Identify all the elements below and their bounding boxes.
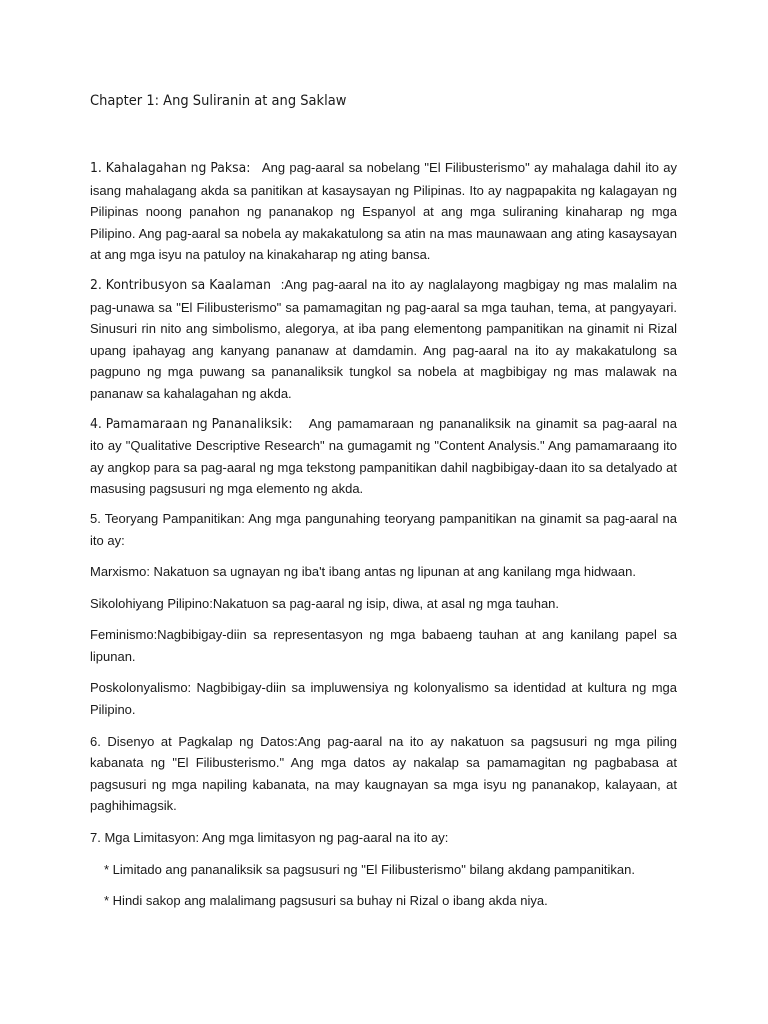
theory-poskolonyalismo: Poskolonyalismo: Nagbibigay-diin sa impluwensiya ng kolonyalismo sa identidad at kultura ng mga Pilipino. xyxy=(90,680,677,718)
limitation-item: * Hindi sakop ang malalimang pagsusuri sa buhay ni Rizal o ibang akda niya. xyxy=(104,893,548,909)
section-heading-pamamaraan: 4. Pamamaraan ng Pananaliksik: xyxy=(90,415,293,432)
section-kahalagahan xyxy=(90,157,677,266)
section-heading-kontribusyon: 2. Kontribusyon sa Kaalaman xyxy=(90,276,272,293)
chapter-title: Chapter 1: Ang Suliranin at ang Saklaw xyxy=(90,93,347,109)
limitation-item: * Limitado ang pananaliksik sa pagsusuri ng "El Filibusterismo" bilang akdang pampanitikan. xyxy=(104,861,635,877)
section-body-kontribusyon: :Ang pag-aaral na ito ay naglalayong magbigay ng mas malalim na pag-unawa sa "El Filibusterismo" sa pamamagitan ng pag-aaral sa mga tauhan, tema, at pangyayari. Sinusuri rin nito ang simbolismo, alegorya, at iba pang elementong pampanitikan na ginamit ni Rizal upang ipahayag ang kanyang pananaw at damdamin. Ang pag-aaral na ito ay makakatulong sa pagpuno ng mga puwang sa pananaliksik tungkol sa nobela at magbibigay ng mas malawak na pananaw sa kahalagahan ng akda. xyxy=(90,276,677,401)
section-body-kahalagahan: Ang pag-aaral sa nobelang "El Filibusterismo" ay mahalaga dahil ito ay isang mahalagang akda sa panitikan at kasaysayan ng Pilipinas. Ito ay nagpapakita ng kalagayan ng Pilipinas noong panahon ng pananakop ng Espanyol at ang mga suliraning kinaharap ng mga Pilipino. Ang pag-aaral sa nobela ay makakatulong sa atin na mas maunawaan ang ating kasaysayan at ang mga isyu na patuloy na kinakaharap ng ating bansa. xyxy=(90,160,677,263)
theory-sikolohiya: Sikolohiyang Pilipino:Nakatuon sa pag-aaral ng isip, diwa, at asal ng mga tauhan. xyxy=(90,595,560,611)
section-disenyo: 6. Disenyo at Pagkalap ng Datos:Ang pag-aaral na ito ay nakatuon sa pagsusuri ng mga piling kabanata ng "El Filibusterismo." Ang mga datos ay nakalap sa pamamagitan ng pagbabasa at pagsusuri ng mga napiling kabanata, na may kaugnayan sa mga isyu ng pananakop, kalayaan, at paghihimagsik. xyxy=(90,733,677,814)
theory-marxismo: Marxismo: Nakatuon sa ugnayan ng iba't ibang antas ng lipunan at ang kanilang mga hidwaan. xyxy=(90,564,636,580)
section-heading-kahalagahan: 1. Kahalagahan ng Paksa: xyxy=(90,160,251,176)
section-body-pamamaraan: Ang pamamaraan ng pananaliksik na ginamit sa pag-aaral na ito ay "Qualitative Descriptive Research" na gumagamit ng "Content Analysis." Ang pamamaraang ito ay angkop para sa pag-aaral ng mga tekstong pampanitikan dahil nagbibigay-daan ito sa detalyado at masusing pagsusuri ng mga elemento ng akda. xyxy=(90,415,677,497)
theory-feminismo: Feminismo:Nagbibigay-diin sa representasyon ng mga babaeng tauhan at ang kanilang papel sa lipunan. xyxy=(90,627,677,664)
section-kontribusyon xyxy=(90,274,677,405)
section-limitasyon: 7. Mga Limitasyon: Ang mga limitasyon ng pag-aaral na ito ay: xyxy=(90,830,449,846)
document-page xyxy=(90,90,677,922)
section-pamamaraan xyxy=(90,413,677,500)
section-teorya: 5. Teoryang Pampanitikan: Ang mga pangunahing teoryang pampanitikan na ginamit sa pag-aaral na ito ay: xyxy=(90,510,677,548)
